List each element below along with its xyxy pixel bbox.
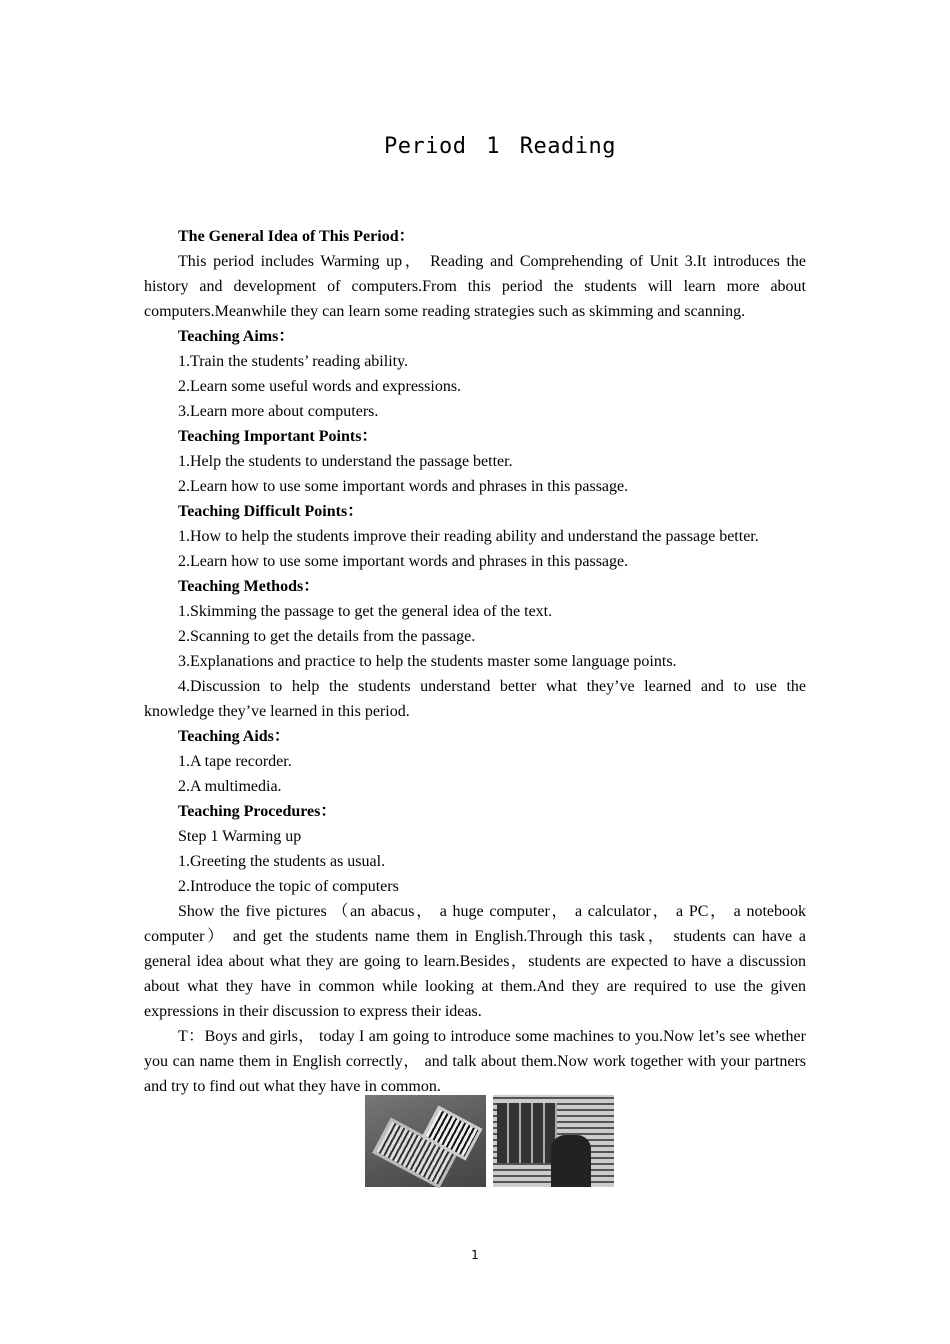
paragraph: Show the five pictures （an abacus， a huge computer， a calculator， a PC， a notebook computer） and get the students name them in English.Through this task， students can have a general idea about what they are going to learn.Besides，students are expected to have a discussion about what they have in common while looking at them.And they are required to use the given expressions in their discussion to express their ideas. bbox=[144, 903, 806, 1020]
paragraph: This period includes Warming up， Reading and Comprehending of Unit 3.It introduces the history and development of computers.From this period the students will learn more about computers.Meanwhile they can learn some reading strategies such as skimming and scanning. bbox=[144, 253, 806, 320]
figure-row bbox=[365, 1095, 614, 1187]
paragraph: 2.Learn some useful words and expressions. bbox=[178, 378, 462, 395]
document-body bbox=[144, 224, 806, 1099]
section-heading: Teaching Procedures： bbox=[178, 803, 337, 820]
paragraph: 1.A tape recorder. bbox=[178, 753, 292, 770]
paragraph: 1.Skimming the passage to get the general idea of the text. bbox=[178, 603, 553, 620]
page-title: Period 1 Reading bbox=[384, 134, 616, 159]
huge-computer-image bbox=[493, 1095, 614, 1187]
section-heading: Teaching Aids： bbox=[178, 728, 290, 745]
paragraph: 2.Scanning to get the details from the passage. bbox=[178, 628, 476, 645]
page-number: 1 bbox=[471, 1248, 479, 1262]
paragraph: 1.Train the students’ reading ability. bbox=[178, 353, 409, 370]
paragraph: 2.A multimedia. bbox=[178, 778, 282, 795]
paragraph: T：Boys and girls， today I am going to introduce some machines to you.Now let’s see whether you can name them in English correctly， and talk about them.Now work together with your partners and try to find out what they have in common. bbox=[144, 1028, 806, 1095]
paragraph: 3.Explanations and practice to help the students master some language points. bbox=[178, 653, 677, 670]
section-heading: The General Idea of This Period： bbox=[178, 228, 415, 245]
paragraph: 2.Learn how to use some important words and phrases in this passage. bbox=[178, 478, 629, 495]
section-heading: Teaching Difficult Points： bbox=[178, 503, 364, 520]
paragraph: 1.How to help the students improve their reading ability and understand the passage better. bbox=[178, 528, 759, 545]
section-heading: Teaching Important Points： bbox=[178, 428, 378, 445]
section-heading: Teaching Aims： bbox=[178, 328, 295, 345]
paragraph: 4.Discussion to help the students understand better what they’ve learned and to use the knowledge they’ve learned in this period. bbox=[144, 678, 806, 720]
paragraph: Step 1 Warming up bbox=[178, 828, 302, 845]
paragraph: 3.Learn more about computers. bbox=[178, 403, 379, 420]
paragraph: 1.Greeting the students as usual. bbox=[178, 853, 386, 870]
section-heading: Teaching Methods： bbox=[178, 578, 320, 595]
paragraph: 1.Help the students to understand the passage better. bbox=[178, 453, 513, 470]
paragraph: 2.Introduce the topic of computers bbox=[178, 878, 399, 895]
abacus-image bbox=[365, 1095, 486, 1187]
paragraph: 2.Learn how to use some important words and phrases in this passage. bbox=[178, 553, 629, 570]
